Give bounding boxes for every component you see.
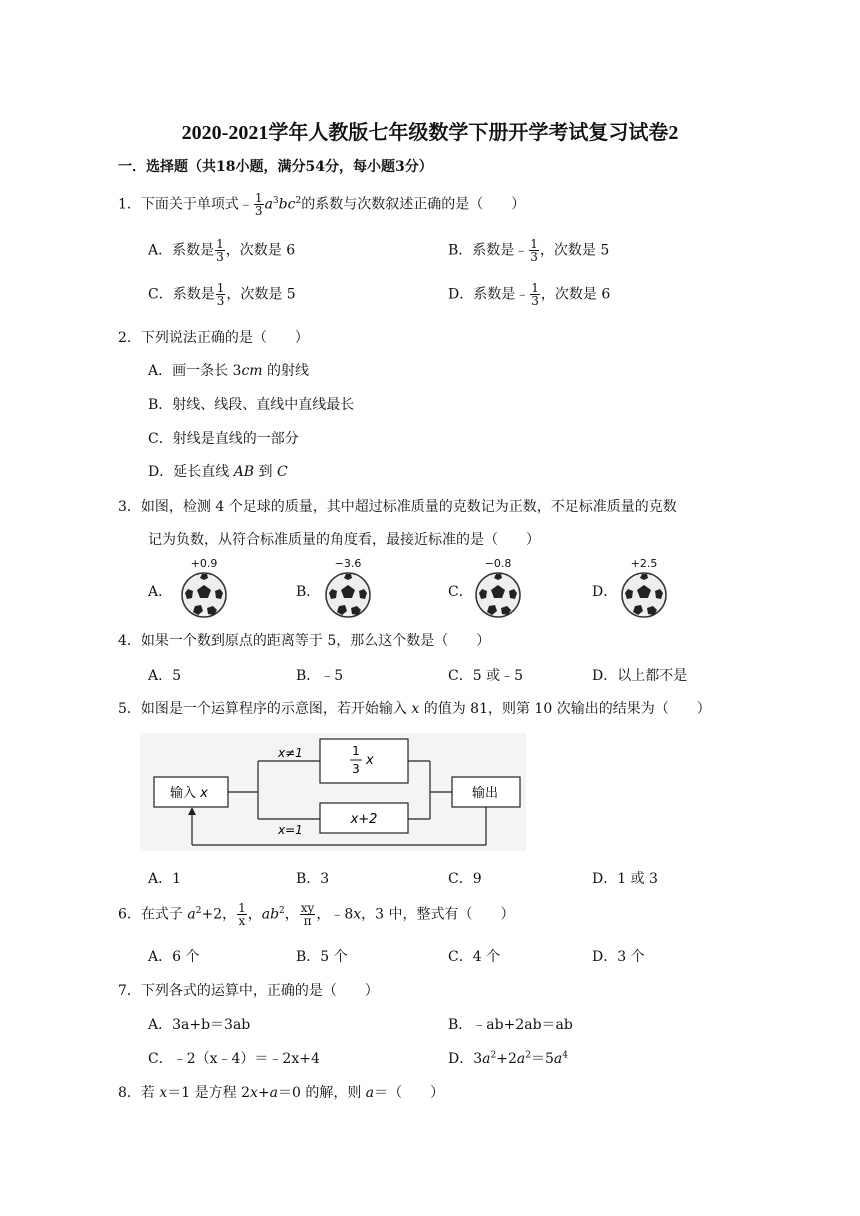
q3-option-d[interactable]: D．	[592, 584, 618, 600]
q3-option-c[interactable]: C．	[448, 584, 473, 600]
soccer-ball-icon	[620, 571, 668, 619]
soccer-ball-c: −0.8	[470, 557, 526, 621]
q1-option-a[interactable]: A．系数是 $\frac{1}{3}$ ，次数是 6	[148, 237, 296, 264]
q6-option-b[interactable]: B．5 个	[296, 949, 348, 965]
q6-option-d[interactable]: D．3 个	[592, 949, 645, 965]
input-label: 输入 x	[170, 786, 208, 801]
q2-option-a[interactable]: A．画一条长 3cm 的射线	[148, 363, 310, 379]
question-7-stem: 7．下列各式的运算中，正确的是（ ）	[118, 983, 379, 999]
soccer-ball-icon	[474, 571, 522, 619]
q4-option-d[interactable]: D．以上都不是	[592, 668, 688, 684]
condition-bottom: x=1	[278, 823, 303, 837]
flowchart-diagram	[140, 733, 526, 851]
q1-option-c[interactable]: C．系数是 $\frac{1}{3}$ ，次数是 5	[148, 281, 296, 308]
q7-option-c[interactable]: C．﹣2（x﹣4）＝﹣2x+4	[148, 1051, 320, 1067]
soccer-ball-b: −3.6	[320, 557, 376, 621]
q4-option-a[interactable]: A．5	[148, 668, 182, 684]
soccer-ball-d: +2.5	[616, 557, 672, 621]
box-top-numerator: 1	[352, 744, 360, 758]
q7-option-d[interactable]: D．$3a^2+2a^2=5a^4$	[448, 1050, 568, 1067]
question-8-stem: 8．若 x＝1 是方程 2x+a＝0 的解，则 a＝（ ）	[118, 1085, 445, 1101]
q2-option-c[interactable]: C．射线是直线的一部分	[148, 431, 299, 447]
soccer-ball-icon	[180, 571, 228, 619]
soccer-ball-icon	[324, 571, 372, 619]
question-3-line1: 3．如图，检测 4 个足球的质量，其中超过标准质量的克数记为正数，不足标准质量的克数	[118, 499, 677, 515]
output-label: 输出	[472, 786, 499, 801]
q3-option-b[interactable]: B．	[296, 584, 321, 600]
fraction: $\frac{1}{3}$	[254, 191, 263, 218]
q4-option-c[interactable]: C．5 或﹣5	[448, 668, 523, 684]
q1-option-d[interactable]: D．系数是﹣ $\frac{1}{3}$ ，次数是 6	[448, 281, 611, 308]
box-bottom-label: x+2	[350, 812, 378, 827]
q5-option-c[interactable]: C．9	[448, 871, 482, 887]
q5-option-b[interactable]: B．3	[296, 871, 330, 887]
divide-by-3-box	[320, 739, 408, 783]
q1-option-b[interactable]: B．系数是﹣ $\frac{1}{3}$ ，次数是 5	[448, 237, 610, 264]
q4-option-b[interactable]: B．﹣5	[296, 668, 344, 684]
q7-option-b[interactable]: B．﹣ab+2ab＝ab	[448, 1017, 573, 1033]
q2-option-b[interactable]: B．射线、线段、直线中直线最长	[148, 397, 355, 413]
question-4-stem: 4．如果一个数到原点的距离等于 5，那么这个数是（ ）	[118, 633, 491, 649]
q2-option-d[interactable]: D．延长直线 AB 到 C	[148, 464, 288, 480]
question-3-line2: 记为负数，从符合标准质量的角度看，最接近标准的是（ ）	[148, 532, 540, 548]
q5-option-d[interactable]: D．1 或 3	[592, 871, 658, 887]
q6-option-a[interactable]: A．6 个	[148, 949, 200, 965]
q6-option-c[interactable]: C．4 个	[448, 949, 501, 965]
page-title: 2020-2021学年人教版七年级数学下册开学考试复习试卷2	[181, 122, 679, 144]
q7-option-a[interactable]: A．3a+b＝3ab	[148, 1017, 251, 1033]
q5-option-a[interactable]: A．1	[148, 871, 182, 887]
question-6-stem: 6．在式子 $a^2+2$， $\frac{1}{x}$ ，$ab^2$， $\frac{xy}{\pi}$ ，﹣8x，3 中，整式有（ ）	[118, 901, 515, 928]
soccer-ball-a: +0.9	[176, 557, 232, 621]
condition-top: x≠1	[278, 746, 303, 760]
box-top-denominator: 3	[352, 762, 360, 776]
section-heading: 一．选择题（共18小题，满分54分，每小题3分）	[118, 159, 433, 175]
question-5-stem: 5．如图是一个运算程序的示意图，若开始输入 x 的值为 81，则第 10 次输出的结果为（ ）	[118, 701, 711, 717]
box-top-var: x	[366, 753, 374, 768]
question-1-stem: 1．下面关于单项式﹣ $\frac{1}{3}$ $a^3bc^2$的系数与次数叙述正确的是（ ）	[118, 191, 526, 218]
q3-option-a[interactable]: A．	[148, 584, 173, 600]
question-2-stem: 2．下列说法正确的是（ ）	[118, 330, 309, 346]
